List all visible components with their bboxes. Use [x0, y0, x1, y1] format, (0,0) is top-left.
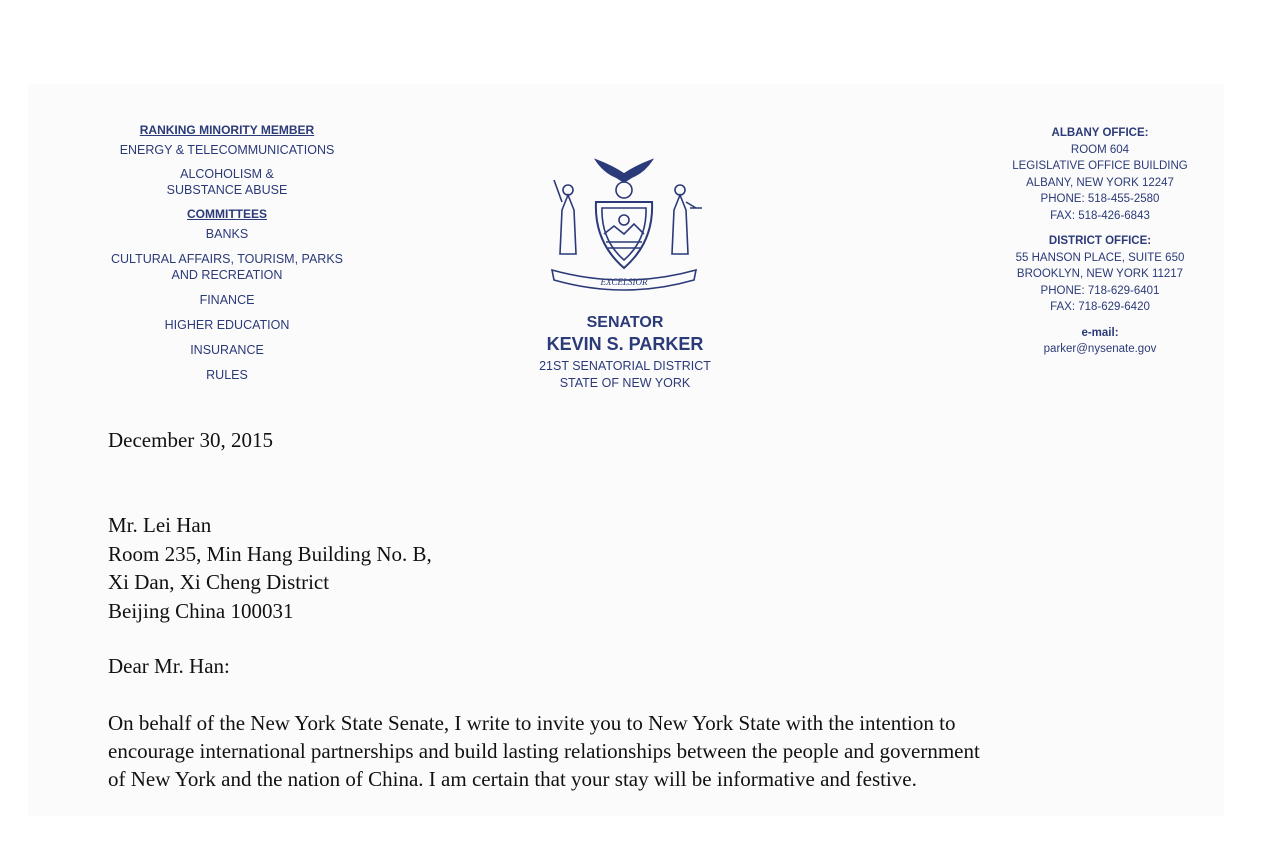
letter-date: December 30, 2015 [108, 428, 274, 452]
body-line: of New York and the nation of China. I am certain that your stay will be informative and festive. [108, 767, 917, 791]
albany-office-heading: ALBANY OFFICE: [1051, 127, 1149, 139]
senator-name: KEVIN S. PARKER [546, 334, 704, 354]
address-line: Mr. Lei Han [108, 513, 212, 537]
committees-heading: COMMITTEES [187, 207, 267, 221]
albany-office-line: ROOM 604 [1070, 143, 1130, 156]
albany-office-line: ALBANY, NEW YORK 12247 [1026, 176, 1174, 189]
committee-item: HIGHER EDUCATION [164, 318, 290, 332]
albany-fax: FAX: 518-426-6843 [1050, 209, 1150, 222]
seal-motto: EXCELSIOR [600, 277, 648, 287]
recipient-address [108, 511, 432, 625]
salutation: Dear Mr. Han: [108, 654, 230, 678]
body-line: On behalf of the New York State Senate, I write to invite you to New York State with the intention to [108, 711, 956, 735]
albany-phone: PHONE: 518-455-2580 [1040, 193, 1160, 205]
district-office-line: BROOKLYN, NEW YORK 11217 [1016, 268, 1184, 280]
district-fax: FAX: 718-629-6420 [1050, 301, 1150, 313]
committee-item: CULTURAL AFFAIRS, TOURISM, PARKS [111, 252, 343, 266]
new-york-state-seal-icon [544, 150, 704, 302]
committee-item: INSURANCE [190, 343, 264, 357]
body-line: encourage international partnerships and build lasting relationships between the people and government [108, 739, 980, 763]
committee-column [82, 122, 372, 383]
email-heading: e-mail: [1081, 326, 1119, 339]
ranking-item: SUBSTANCE ABUSE [166, 183, 288, 197]
senator-block [505, 310, 745, 392]
email-address: parker@nysenate.gov [1043, 343, 1157, 355]
district-phone: PHONE: 718-629-6401 [1040, 284, 1160, 297]
albany-office-line: LEGISLATIVE OFFICE BUILDING [1012, 160, 1188, 172]
address-line: Room 235, Min Hang Building No. B, [108, 541, 432, 566]
committee-item: AND RECREATION [171, 268, 283, 282]
committee-item: BANKS [205, 227, 249, 241]
ranking-item: ENERGY & TELECOMMUNICATIONS [119, 143, 335, 157]
ranking-item: ALCOHOLISM & [180, 167, 274, 181]
office-column [995, 125, 1205, 358]
committee-item: FINANCE [199, 293, 255, 307]
state-name: STATE OF NEW YORK [559, 376, 691, 390]
address-line: Xi Dan, Xi Cheng District [108, 570, 330, 594]
ranking-heading: RANKING MINORITY MEMBER [139, 123, 315, 137]
committee-item: RULES [206, 368, 248, 382]
body-paragraph [108, 709, 1178, 793]
address-line: Beijing China 100031 [108, 598, 294, 623]
senatorial-district: 21ST SENATORIAL DISTRICT [539, 359, 711, 373]
district-office-line: 55 HANSON PLACE, SUITE 650 [1015, 251, 1185, 264]
senator-title: SENATOR [586, 314, 664, 331]
district-office-heading: DISTRICT OFFICE: [1048, 235, 1152, 247]
